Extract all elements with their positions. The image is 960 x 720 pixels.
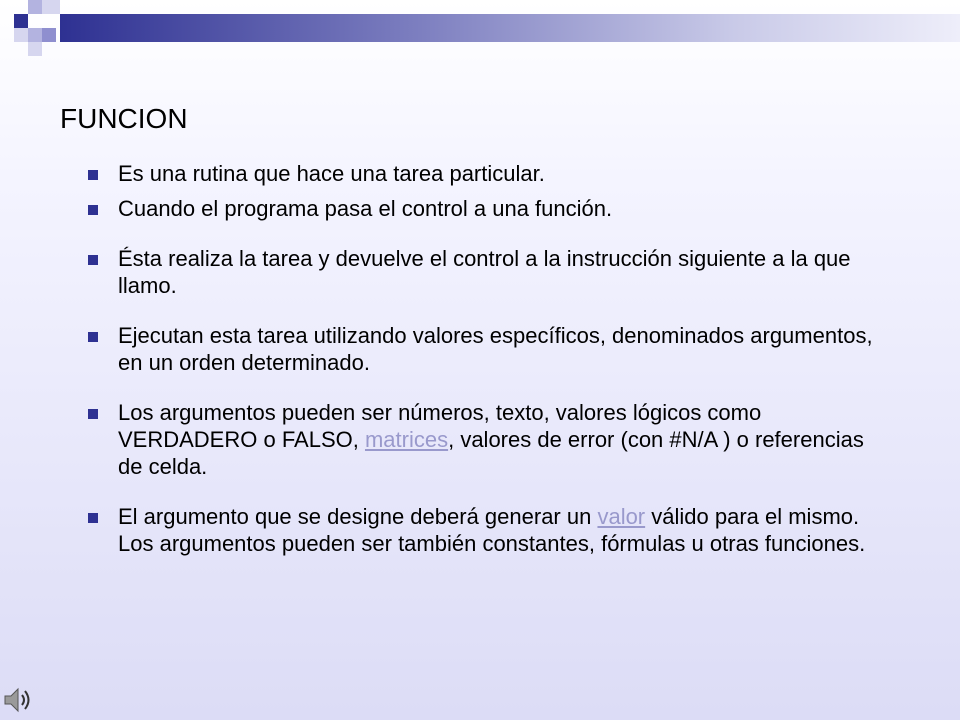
speaker-icon[interactable] <box>2 684 34 716</box>
deco-square <box>28 42 42 56</box>
deco-square <box>14 28 28 42</box>
bullet-marker <box>88 332 98 342</box>
bullet-text-segment: Es una rutina que hace una tarea particular. <box>118 161 545 186</box>
bullet-text <box>118 196 612 221</box>
bullet-marker <box>88 170 98 180</box>
bullet-marker <box>88 513 98 523</box>
bullet-text <box>118 504 865 556</box>
bullet-item <box>88 399 878 480</box>
hyperlink-valor[interactable]: valor <box>597 504 646 529</box>
deco-square <box>28 0 42 14</box>
bullet-item <box>88 160 878 187</box>
hyperlink-matrices[interactable]: matrices <box>364 427 449 452</box>
slide-title: FUNCION <box>60 103 188 134</box>
deco-square <box>42 28 56 42</box>
bullet-marker <box>88 409 98 419</box>
bullet-marker <box>88 255 98 265</box>
header-decoration <box>0 0 960 60</box>
bullet-list <box>88 160 878 557</box>
bullet-text-segment: Cuando el programa pasa el control a una función. <box>118 196 613 221</box>
bullet-text-segment: El argumento que se designe deberá generar un <box>118 504 598 529</box>
bullet-text-segment: válido para el mismo. Los argumentos pueden ser también constantes, fórmulas u otras funciones. <box>118 504 866 556</box>
bullet-item <box>88 245 878 299</box>
deco-square <box>28 28 42 42</box>
bullet-item <box>88 322 878 376</box>
bullet-item <box>88 195 878 222</box>
bullet-text <box>118 400 864 479</box>
bullet-text-segment: Ejecutan esta tarea utilizando valores específicos, denominados argumentos, en un orden determinado. <box>118 323 873 375</box>
bullet-text <box>118 246 851 298</box>
header-gradient-bar <box>60 14 960 42</box>
bullet-text-segment: Ésta realiza la tarea y devuelve el control a la instrucción siguiente a la que llamo. <box>118 246 851 298</box>
bullet-text <box>118 323 873 375</box>
bullet-text-segment: , valores de error (con #N/A ) o referencias de celda. <box>118 427 864 479</box>
bullet-text <box>118 161 545 186</box>
deco-square <box>42 0 60 14</box>
bullet-text-segment: Los argumentos pueden ser números, texto, valores lógicos como VERDADERO o FALSO, <box>118 400 762 452</box>
deco-square <box>14 14 28 28</box>
bullet-item <box>88 503 878 557</box>
bullet-marker <box>88 205 98 215</box>
